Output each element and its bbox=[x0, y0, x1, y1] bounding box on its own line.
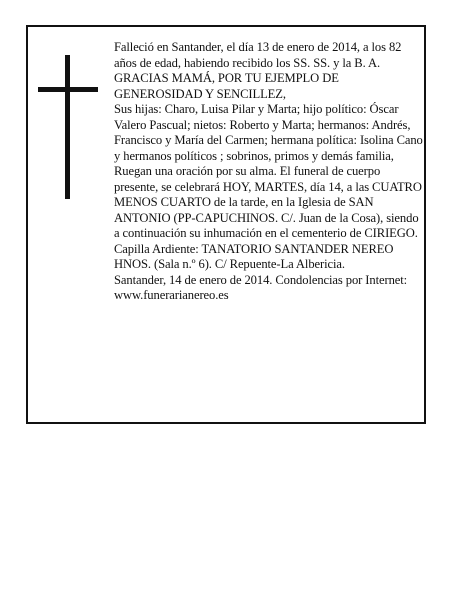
dedication: GRACIAS MAMÁ, POR TU EJEMPLO DE GENEROSIDAD Y SENCILLEZ, bbox=[114, 71, 339, 101]
cross-vertical-bar bbox=[65, 55, 70, 199]
date-and-condolences: Santander, 14 de enero de 2014. Condolencias por Internet: www.funerarianereo.es bbox=[114, 272, 408, 302]
obituary-notice bbox=[26, 25, 426, 424]
death-announcement: Falleció en Santander, el día 13 de enero de 2014, a los 82 años de edad, habiendo recibido los SS. SS. y la B. A. bbox=[114, 40, 402, 70]
cross-horizontal-bar bbox=[38, 87, 98, 92]
cross-icon bbox=[38, 55, 98, 199]
obituary-text bbox=[114, 40, 424, 304]
funeral-details: Ruegan una oración por su alma. El funeral de cuerpo presente, se celebrará HOY, MARTES, día 14, a las CUATRO MENOS CUARTO de la tarde, en la Iglesia de SAN ANTONIO (PP-CAPUCHINOS. C/. Juan de la Cosa), siendo a continuación su inhumación en el cementerio de CIRIEGO. Capilla Ardiente: TANATORIO SANTANDER NEREO HNOS. (Sala n.º 6). C/ Repuente-La Albericia. bbox=[114, 164, 422, 271]
family-list: Sus hijas: Charo, Luisa Pilar y Marta; hijo político: Óscar Valero Pascual; nietos: Roberto y Marta; hermanos: Andrés, Francisco y María del Carmen; hermana política: Isolina Cano y hermanos políticos ; sobrinos, primos y demás familia, bbox=[114, 102, 423, 163]
